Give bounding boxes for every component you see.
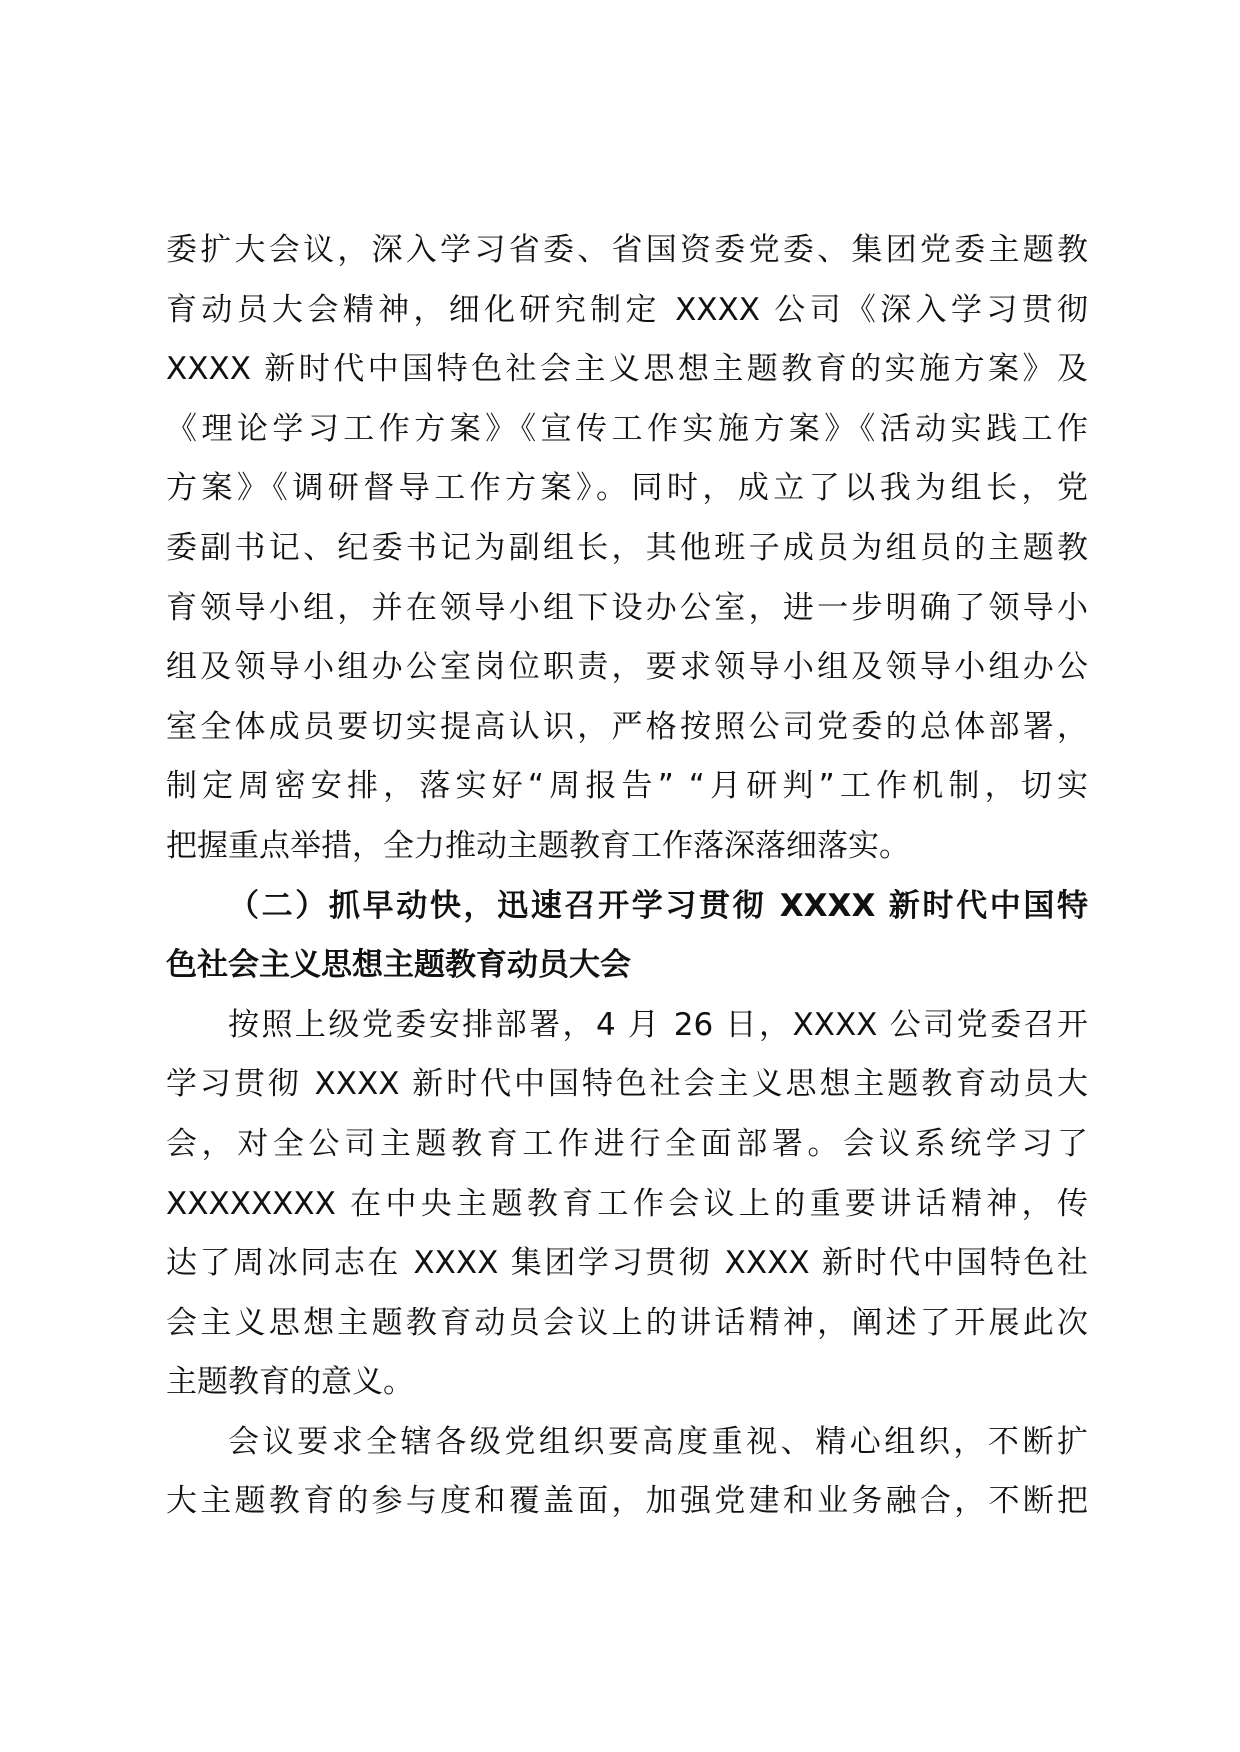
text-line: 方案》《调研督导工作方案》。同时，成立了以我为组长，党 — [166, 470, 1088, 507]
text-line: 会议要求全辖各级党组织要高度重视、精心组织，不断扩 — [228, 1423, 1088, 1460]
text-line: 会主义思想主题教育动员会议上的讲话精神，阐述了开展此次 — [166, 1304, 1088, 1341]
text-line: 制定周密安排，落实好“周报告” “月研判”工作机制，切实 — [166, 768, 1088, 805]
text-line: 委副书记、纪委书记为副组长，其他班子成员为组员的主题教 — [166, 529, 1088, 566]
text-line: 育领导小组，并在领导小组下设办公室，进一步明确了领导小 — [166, 589, 1088, 626]
text-line: 把握重点举措，全力推动主题教育工作落深落细落实。 — [166, 827, 910, 864]
text-line: 会，对全公司主题教育工作进行全面部署。会议系统学习了 — [166, 1125, 1088, 1162]
text-line: 达了周冰同志在 XXXX 集团学习贯彻 XXXX 新时代中国特色社 — [166, 1245, 1088, 1282]
paragraph-4 — [166, 1413, 1088, 1532]
text-line: 主题教育的意义。 — [166, 1364, 414, 1401]
paragraph-3 — [166, 996, 1088, 1413]
text-line: 室全体成员要切实提高认识，严格按照公司党委的总体部署， — [166, 708, 1088, 745]
text-line: 委扩大会议，深入学习省委、省国资委党委、集团党委主题教 — [166, 232, 1088, 268]
text-line: 组及领导小组办公室岗位职责，要求领导小组及领导小组办公 — [166, 649, 1088, 686]
document-body — [166, 221, 1088, 1532]
text-line: 《理论学习工作方案》《宣传工作实施方案》《活动实践工作 — [166, 410, 1088, 447]
text-line: 学习贯彻 XXXX 新时代中国特色社会主义思想主题教育动员大 — [166, 1066, 1088, 1103]
text-line: 育动员大会精神，细化研究制定 XXXX 公司《深入学习贯彻 — [166, 291, 1088, 328]
section-heading — [166, 877, 1088, 996]
heading-line: 色社会主义思想主题教育动员大会 — [166, 947, 631, 984]
text-line: XXXXXXXX 在中央主题教育工作会议上的重要讲话精神，传 — [166, 1185, 1088, 1222]
paragraph-1 — [166, 221, 1088, 877]
text-line: XXXX 新时代中国特色社会主义思想主题教育的实施方案》及 — [166, 351, 1088, 388]
heading-line: （二）抓早动快，迅速召开学习贯彻 XXXX 新时代中国特 — [228, 887, 1088, 924]
text-line: 按照上级党委安排部署，4 月 26 日，XXXX 公司党委召开 — [228, 1006, 1088, 1043]
text-line: 大主题教育的参与度和覆盖面，加强党建和业务融合，不断把 — [166, 1483, 1088, 1520]
